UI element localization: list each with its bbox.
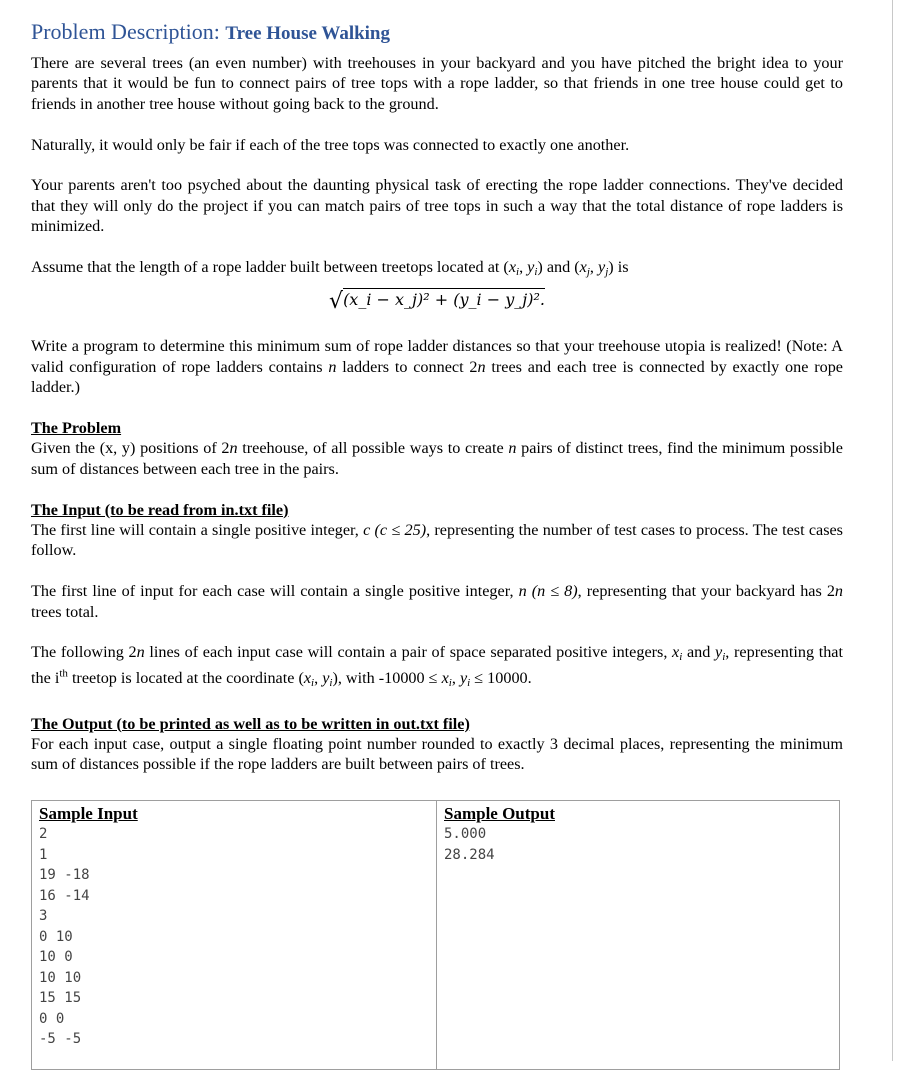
- sample-input-line: 10 10: [39, 969, 82, 986]
- superscript-th: th: [59, 667, 68, 680]
- text: Assume that the length of a rope ladder built between treetops located at (: [31, 258, 509, 277]
- sqrt-symbol: √: [329, 289, 344, 315]
- problem-heading: The Problem: [31, 419, 122, 438]
- sample-input-line: 3: [39, 908, 48, 924]
- var-n: n: [229, 439, 238, 458]
- sample-input-column: [32, 801, 437, 1069]
- text: , representing that the i: [31, 643, 843, 687]
- distance-formula: [31, 286, 843, 316]
- text: ladders to connect 2: [336, 357, 478, 376]
- sample-output-line: 5.000: [444, 826, 487, 842]
- text: treetop is located at the coordinate (: [67, 668, 304, 687]
- sample-input-line: 10 0: [39, 949, 73, 965]
- var-n: n: [136, 643, 145, 662]
- section-input: [31, 500, 843, 561]
- problem-document: [31, 18, 843, 795]
- input-heading: The Input (to be read from in.txt file): [31, 500, 289, 519]
- cond-n: n (n ≤ 8): [518, 582, 578, 601]
- text: ), with -10000 ≤: [332, 668, 442, 687]
- paragraph-parents: Your parents aren't too psyched about the daunting physical task of erecting the rope ladder connections. They've decided that they will only do the project if you can match pairs of tree tops in such a way that the total distance of rope ladders is minimized.: [31, 176, 843, 236]
- sample-input-line: 0 10: [39, 928, 73, 945]
- page-edge: [892, 0, 893, 1061]
- sample-output-column: [437, 801, 839, 1069]
- var-n: n: [508, 439, 517, 458]
- var-n: n: [834, 582, 844, 601]
- text: treehouse, of all possible ways to create: [237, 439, 509, 458]
- sample-output-heading: Sample Output: [444, 804, 555, 823]
- text: and: [682, 643, 716, 662]
- text: , representing that your backyard has 2: [577, 582, 835, 601]
- text: ≤ 10000.: [470, 668, 532, 687]
- text: Write a program to determine this minimum sum of rope ladder distances so that your treehouse utopia is realized! (Note: A valid configuration of rope ladders contains: [31, 337, 843, 376]
- text: lines of each input case will contain a pair of space separated positive integers,: [144, 643, 673, 662]
- text: trees and each tree is connected by exactly one rope ladder.): [31, 357, 843, 397]
- text: The following 2: [31, 643, 137, 662]
- paragraph-intro: There are several trees (an even number) with treehouses in your backyard and you have pitched the bright idea to your parents that it would be fun to connect pairs of tree tops with a rope ladder, so that friends in one tree house could get to friends in another tree house without going back to the ground.: [31, 54, 843, 113]
- paragraph-write-program: [31, 336, 843, 397]
- sample-output-code: [444, 824, 839, 865]
- text: pairs of distinct trees, find the minimum possible sum of distances between each tree in the pairs.: [31, 439, 843, 478]
- sample-input-heading: Sample Input: [39, 804, 138, 823]
- sample-input-line: 2: [39, 826, 48, 842]
- sample-output-line: 28.284: [444, 846, 495, 863]
- text: Given the (x, y) positions of 2: [31, 439, 230, 458]
- text: The first line of input for each case will contain a single positive integer,: [31, 582, 519, 601]
- section-output: [31, 714, 843, 775]
- sample-input-code: [39, 824, 436, 1050]
- formula-radicand: (x_i − x_j)² + (y_i − y_j)².: [343, 290, 545, 310]
- text: , representing the number of test cases to process. The test cases follow.: [31, 521, 843, 560]
- text: ) and (: [537, 258, 580, 277]
- title-name: Tree House Walking: [225, 23, 391, 44]
- sample-input-line: 0 0: [39, 1010, 65, 1027]
- output-heading: The Output (to be printed as well as to be written in out.txt file): [31, 714, 470, 733]
- cond-c: c (c ≤ 25): [363, 521, 427, 540]
- sample-input-line: -5 -5: [39, 1031, 82, 1047]
- title-prefix: Problem Description:: [31, 19, 226, 44]
- var-n: n: [477, 357, 486, 376]
- sample-input-line: 19 -18: [39, 867, 90, 883]
- var-n: n: [328, 357, 337, 376]
- paragraph-fairness: Naturally, it would only be fair if each of the tree tops was connected to exactly one another.: [31, 135, 630, 154]
- sample-input-line: 15 15: [39, 990, 82, 1006]
- input-coordinates-line: The following 2n lines of each input case will contain a pair of space separated positive integers, $x_i$ and $y_i$, representing that the $i^{th}$ treetop is located at the coordinate ($x_i$, $y_i$), with $-10000 \le x_i$, $y_i \le 10000$.: [31, 643, 843, 689]
- text: trees total.: [31, 602, 99, 621]
- paragraph-length: Assume that the length of a rope ladder built between treetops located at ($x_i$, $y_i$) and ($x_j$, $y_j$) is: [31, 258, 629, 279]
- sample-table: [31, 800, 840, 1070]
- input-case-line: [31, 581, 843, 622]
- section-problem: [31, 418, 843, 479]
- page-title: [31, 18, 843, 48]
- output-text: For each input case, output a single floating point number rounded to exactly 3 decimal places, representing the minimum sum of distances possible if the rope ladders are built between pairs of trees.: [31, 735, 843, 774]
- sample-input-line: 16 -14: [39, 887, 90, 904]
- sample-input-line: 1: [39, 846, 48, 863]
- text: ) is: [608, 258, 629, 277]
- text: The first line will contain a single positive integer,: [31, 521, 364, 540]
